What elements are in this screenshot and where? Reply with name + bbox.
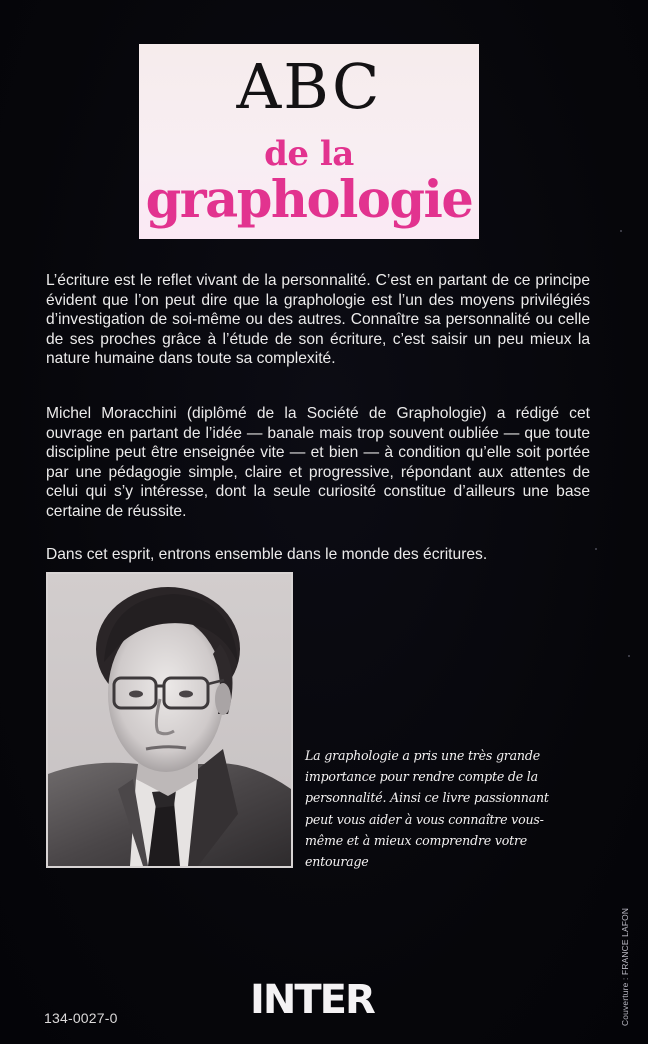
print-speck bbox=[595, 548, 597, 550]
handwritten-line: même et à mieux comprendre votre bbox=[305, 832, 528, 848]
handwritten-line: importance pour rendre compte de la bbox=[305, 769, 538, 785]
handwritten-line: La graphologie a pris une très grande bbox=[305, 748, 540, 763]
isbn-code: 134-0027-0 bbox=[44, 1010, 118, 1026]
blurb-paragraph-1: L’écriture est le reflet vivant de la personnalité. C’est en partant de ce principe évident que l’on peut dire que la graphologie est l’un des moyens privilégiés d’investigation de soi-même ou des autres. Connaître sa personnalité ou celle de ses proches grâce à l’étude de son écriture, c’est saisir un peu mieux la nature humaine dans toute sa complexité. bbox=[46, 272, 590, 368]
blurb-paragraph-3: Dans cet esprit, entrons ensemble dans le monde des écritures. bbox=[46, 546, 488, 563]
author-photo bbox=[46, 572, 293, 868]
author-portrait-image bbox=[48, 574, 291, 866]
handwritten-line: peut vous aider à vous connaître vous- bbox=[305, 811, 544, 827]
handwritten-line: personnalité. Ainsi ce livre passionnant bbox=[305, 790, 549, 806]
title-box bbox=[139, 44, 479, 239]
handwritten-line: entourage bbox=[305, 854, 369, 870]
print-speck bbox=[628, 655, 630, 657]
handwritten-note bbox=[305, 745, 605, 872]
cover-credit: Couverture : FRANCE LAFON bbox=[620, 907, 630, 1026]
print-speck bbox=[620, 230, 622, 232]
title-abc: ABC bbox=[236, 50, 382, 123]
blurb-paragraph-2: Michel Moracchini (diplômé de la Société de Graphologie) a rédigé cet ouvrage en partant de l’idée — banale mais trop souvent oubliée — que toute discipline peut être enseignée vite — et bien — à condition qu’elle soit portée par une pédagogie simple, claire et progressive, répondant aux attentes de celui qui s’y intéresse, dont la seule curiosité constitue d’ailleurs une base certaine de réussite. bbox=[46, 405, 590, 520]
title-graphologie: graphologie bbox=[145, 170, 473, 230]
title-de-la: de la bbox=[264, 134, 354, 174]
publisher-logo: INTER bbox=[250, 977, 374, 1023]
